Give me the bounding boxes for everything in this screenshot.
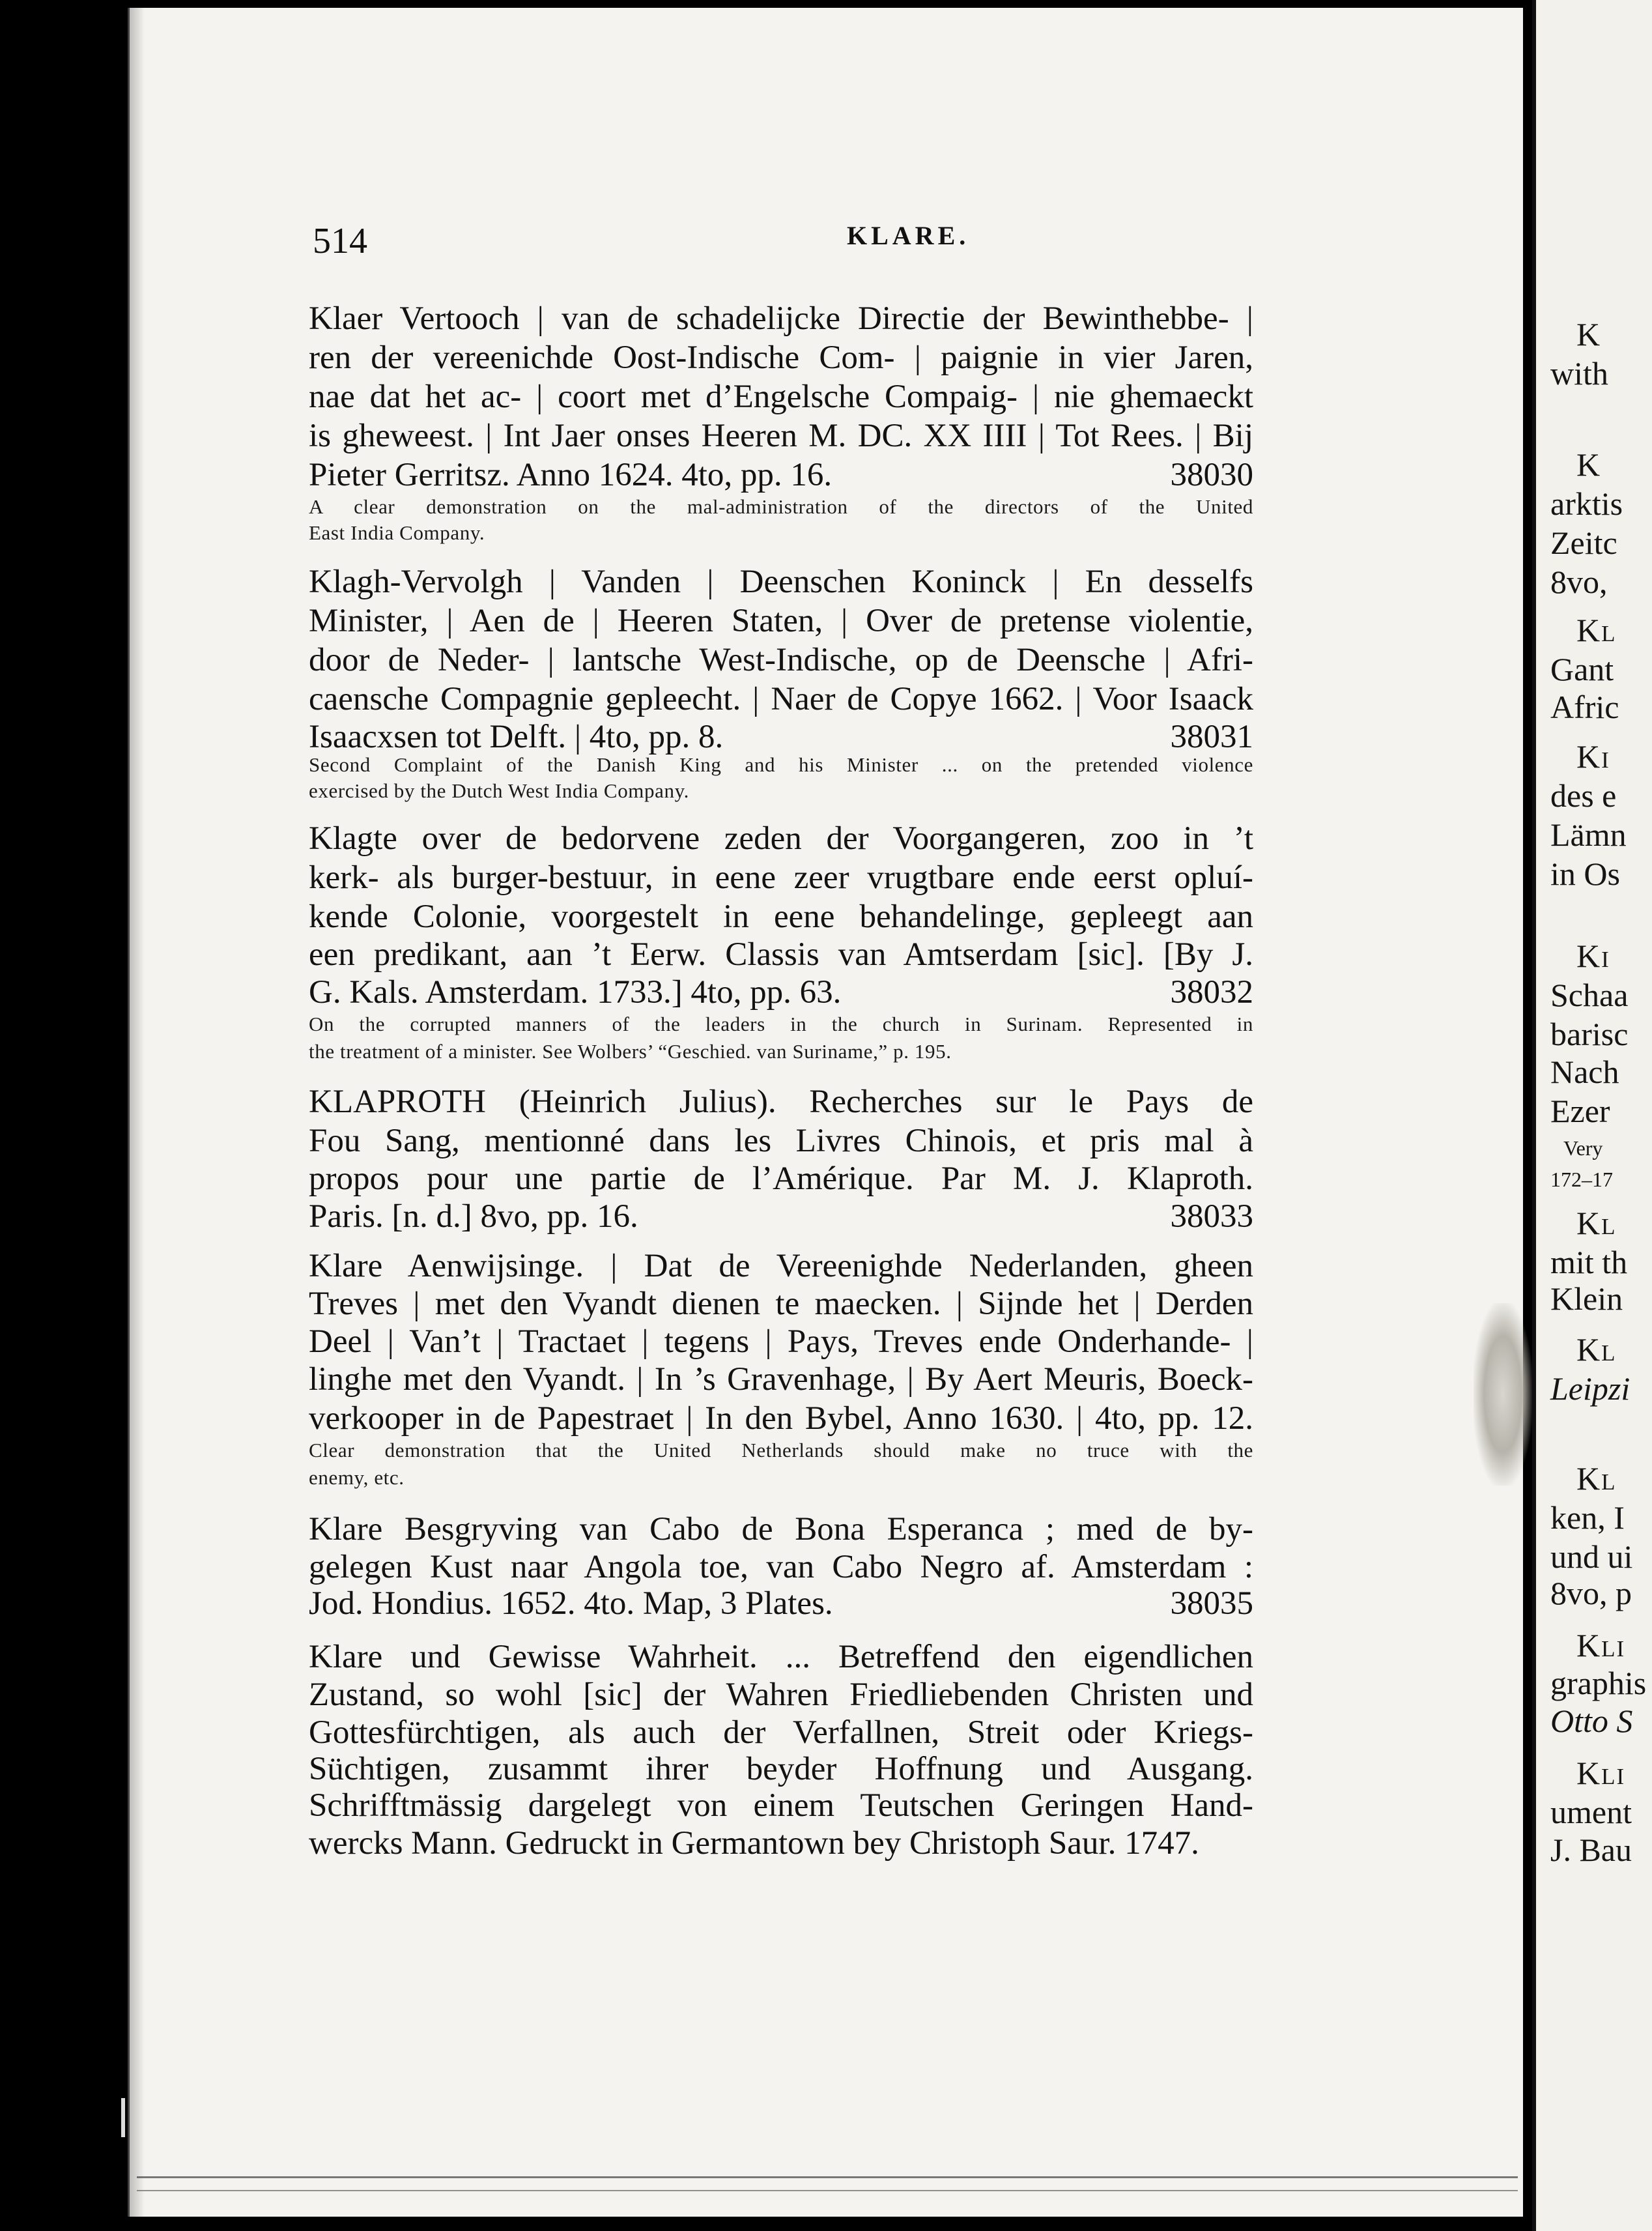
entry-line: een predikant, aan ’t Eerw. Classis van Amtserdam [sic]. [By J.: [309, 936, 1253, 973]
entry-line: Süchtigen, zusammt ihrer beyder Hoffnung und Ausgang.: [309, 1751, 1253, 1787]
entry-note: enemy, etc.: [309, 1466, 405, 1489]
next-page-fragment: Ki: [1576, 938, 1610, 974]
next-page-fragment: Leipzi: [1550, 1370, 1631, 1407]
entry-number: 38032: [1170, 974, 1253, 1011]
entry-line: [309, 1196, 1253, 1237]
entry-line: KLAPROTH (Heinrich Julius). Recherches sur le Pays de: [309, 1084, 1253, 1120]
next-page-fragment: K: [1576, 316, 1602, 353]
next-page-fragment: Kl: [1576, 1460, 1617, 1497]
next-page: [1532, 0, 1652, 2231]
next-page-fragment: ken, I: [1550, 1499, 1625, 1536]
entry-note: On the corrupted manners of the leaders in the church in Surinam. Represented in: [309, 1013, 1253, 1035]
entry-note: exercised by the Dutch West India Company.: [309, 779, 690, 802]
entry-number: 38035: [1170, 1585, 1253, 1622]
entry-line: linghe met den Vyandt. | In ’s Gravenhage, | By Aert Meuris, Boeck-: [309, 1361, 1253, 1398]
entry-line: Klaer Vertooch | van de schadelijcke Directie der Bewinthebbe- |: [309, 300, 1253, 337]
next-page-fragment: barisc: [1550, 1016, 1629, 1052]
entry-number: 38031: [1170, 719, 1253, 755]
next-page-fragment: Ki: [1576, 738, 1610, 775]
next-page-fragment: Otto S: [1550, 1703, 1633, 1739]
entry-note: East India Company.: [309, 521, 485, 544]
next-page-fragment: Kli: [1576, 1755, 1626, 1791]
entry-line: caensche Compagnie gepleecht. | Naer de Copye 1662. | Voor Isaack: [309, 681, 1253, 717]
entry-note: Second Complaint of the Danish King and his Minister ... on the pretended violence: [309, 753, 1253, 776]
next-page-fragment: 8vo, p: [1550, 1575, 1632, 1611]
entry-line: kerk- als burger-bestuur, in eene zeer vrugtbare ende eerst opluí-: [309, 859, 1253, 896]
entry-line: is gheweest. | Int Jaer onses Heeren M. DC. XX IIII | Tot Rees. | Bij: [309, 418, 1253, 454]
next-page-fragment: Kli: [1576, 1627, 1626, 1663]
entry-line: [309, 455, 1253, 495]
entry-line: ren der vereenichde Oost-Indische Com- | paignie in vier Jaren,: [309, 339, 1253, 376]
entry-note: the treatment of a minister. See Wolbers’ “Geschied. van Suriname,” p. 195.: [309, 1040, 952, 1063]
next-page-fragment: Kl: [1576, 1331, 1617, 1368]
entry-line: Klare und Gewisse Wahrheit. ... Betreffend den eigendlichen: [309, 1639, 1253, 1675]
entry-line: door de Neder- | lantsche West-Indische, op de Deensche | Afri-: [309, 642, 1253, 678]
entry-text: Jod. Hondius. 1652. 4to. Map, 3 Plates.: [309, 1585, 833, 1622]
next-page-fragment: ument: [1550, 1794, 1632, 1830]
entry-line: Deel | Van’t | Tractaet | tegens | Pays, Treves ende Onderhande- |: [309, 1323, 1253, 1360]
next-page-fragment: Zeitc: [1550, 525, 1617, 561]
entry-text: G. Kals. Amsterdam. 1733.] 4to, pp. 63.: [309, 974, 842, 1011]
entry-line: propos pour une partie de l’Amérique. Par M. J. Klaproth.: [309, 1160, 1253, 1197]
next-page-fragment: 8vo,: [1550, 564, 1608, 600]
next-page-fragment: Kl: [1576, 1205, 1617, 1241]
next-page-fragment: graphis: [1550, 1665, 1647, 1701]
next-page-fragment: with: [1550, 355, 1608, 392]
next-page-fragment: Gant: [1550, 651, 1614, 687]
entry-text: Pieter Gerritsz. Anno 1624. 4to, pp. 16.: [309, 457, 833, 493]
entry-line: Gottesfürchtigen, als auch der Verfallnen, Streit oder Kriegs-: [309, 1714, 1253, 1751]
entry-line: Schrifftmässig dargelegt von einem Teutschen Geringen Hand-: [309, 1787, 1253, 1824]
entry-number: 38033: [1170, 1198, 1253, 1235]
entry-line: Treves | met den Vyandt dienen te maecken. | Sijnde het | Derden: [309, 1286, 1253, 1322]
entry-note: A clear demonstration on the mal-administration of the directors of the United: [309, 495, 1253, 518]
entry-line: Fou Sang, mentionné dans les Livres Chinois, et pris mal à: [309, 1123, 1253, 1159]
page-number: 514: [313, 221, 367, 261]
next-page-fragment: Very: [1563, 1136, 1603, 1160]
next-page-fragment: und ui: [1550, 1538, 1633, 1575]
page-content: [309, 0, 1253, 2231]
entry-line: Klare Besgryving van Cabo de Bona Esperanca ; med de by-: [309, 1511, 1253, 1547]
next-page-fragment: Afric: [1550, 689, 1619, 725]
running-title: KLARE.: [847, 221, 970, 250]
next-page-fragment: K: [1576, 446, 1602, 483]
page-stain: [1474, 1303, 1532, 1486]
next-page-fragment: mit th: [1550, 1244, 1628, 1280]
next-page-fragment: Kl: [1576, 612, 1617, 648]
entry-line: Zustand, so wohl [sic] der Wahren Friedliebenden Christen und: [309, 1677, 1253, 1713]
entry-line: Minister, | Aen de | Heeren Staten, | Over de pretense violentie,: [309, 603, 1253, 639]
entry-line: [309, 972, 1253, 1013]
page-gutter-shadow: [128, 8, 145, 2217]
next-page-fragment: des e: [1550, 777, 1617, 814]
next-page-fragment: Lämn: [1550, 816, 1627, 853]
entry-note: Clear demonstration that the United Netherlands should make no truce with the: [309, 1439, 1253, 1461]
next-page-fragment: Ezer: [1550, 1093, 1610, 1129]
next-page-fragment: Nach: [1550, 1054, 1619, 1090]
next-page-fragment: Schaa: [1550, 977, 1629, 1013]
entry-line: nae dat het ac- | coort met d’Engelsche Compaig- | nie ghemaeckt: [309, 379, 1253, 415]
next-page-fragment: Klein: [1550, 1280, 1623, 1317]
next-page-fragment: in Os: [1550, 856, 1620, 892]
entry-line: [309, 1583, 1253, 1624]
entry-line: Klagte over de bedorvene zeden der Voorgangeren, zoo in ’t: [309, 820, 1253, 857]
scan-debris: [121, 2098, 125, 2137]
entry-text: Paris. [n. d.] 8vo, pp. 16.: [309, 1198, 638, 1235]
entry-line: Klagh-Vervolgh | Vanden | Deenschen Koninck | En desselfs: [309, 564, 1253, 600]
entry-line: kende Colonie, voorgestelt in eene behandelinge, gepleegt aan: [309, 899, 1253, 935]
next-page-fragment: 172–17: [1550, 1168, 1613, 1191]
entry-line: gelegen Kust naar Angola toe, van Cabo Negro af. Amsterdam :: [309, 1549, 1253, 1585]
entry-text: Isaacxsen tot Delft. | 4to, pp. 8.: [309, 719, 724, 755]
entry-line: verkooper in de Papestraet | In den Bybel, Anno 1630. | 4to, pp. 12.: [309, 1400, 1253, 1437]
entry-line: Klare Aenwijsinge. | Dat de Vereenighde Nederlanden, gheen: [309, 1248, 1253, 1284]
entry-line: wercks Mann. Gedruckt in Germantown bey Christoph Saur. 1747.: [309, 1825, 1199, 1862]
entry-number: 38030: [1170, 457, 1253, 493]
next-page-fragment: J. Bau: [1550, 1832, 1632, 1868]
next-page-fragment: arktis: [1550, 485, 1623, 522]
